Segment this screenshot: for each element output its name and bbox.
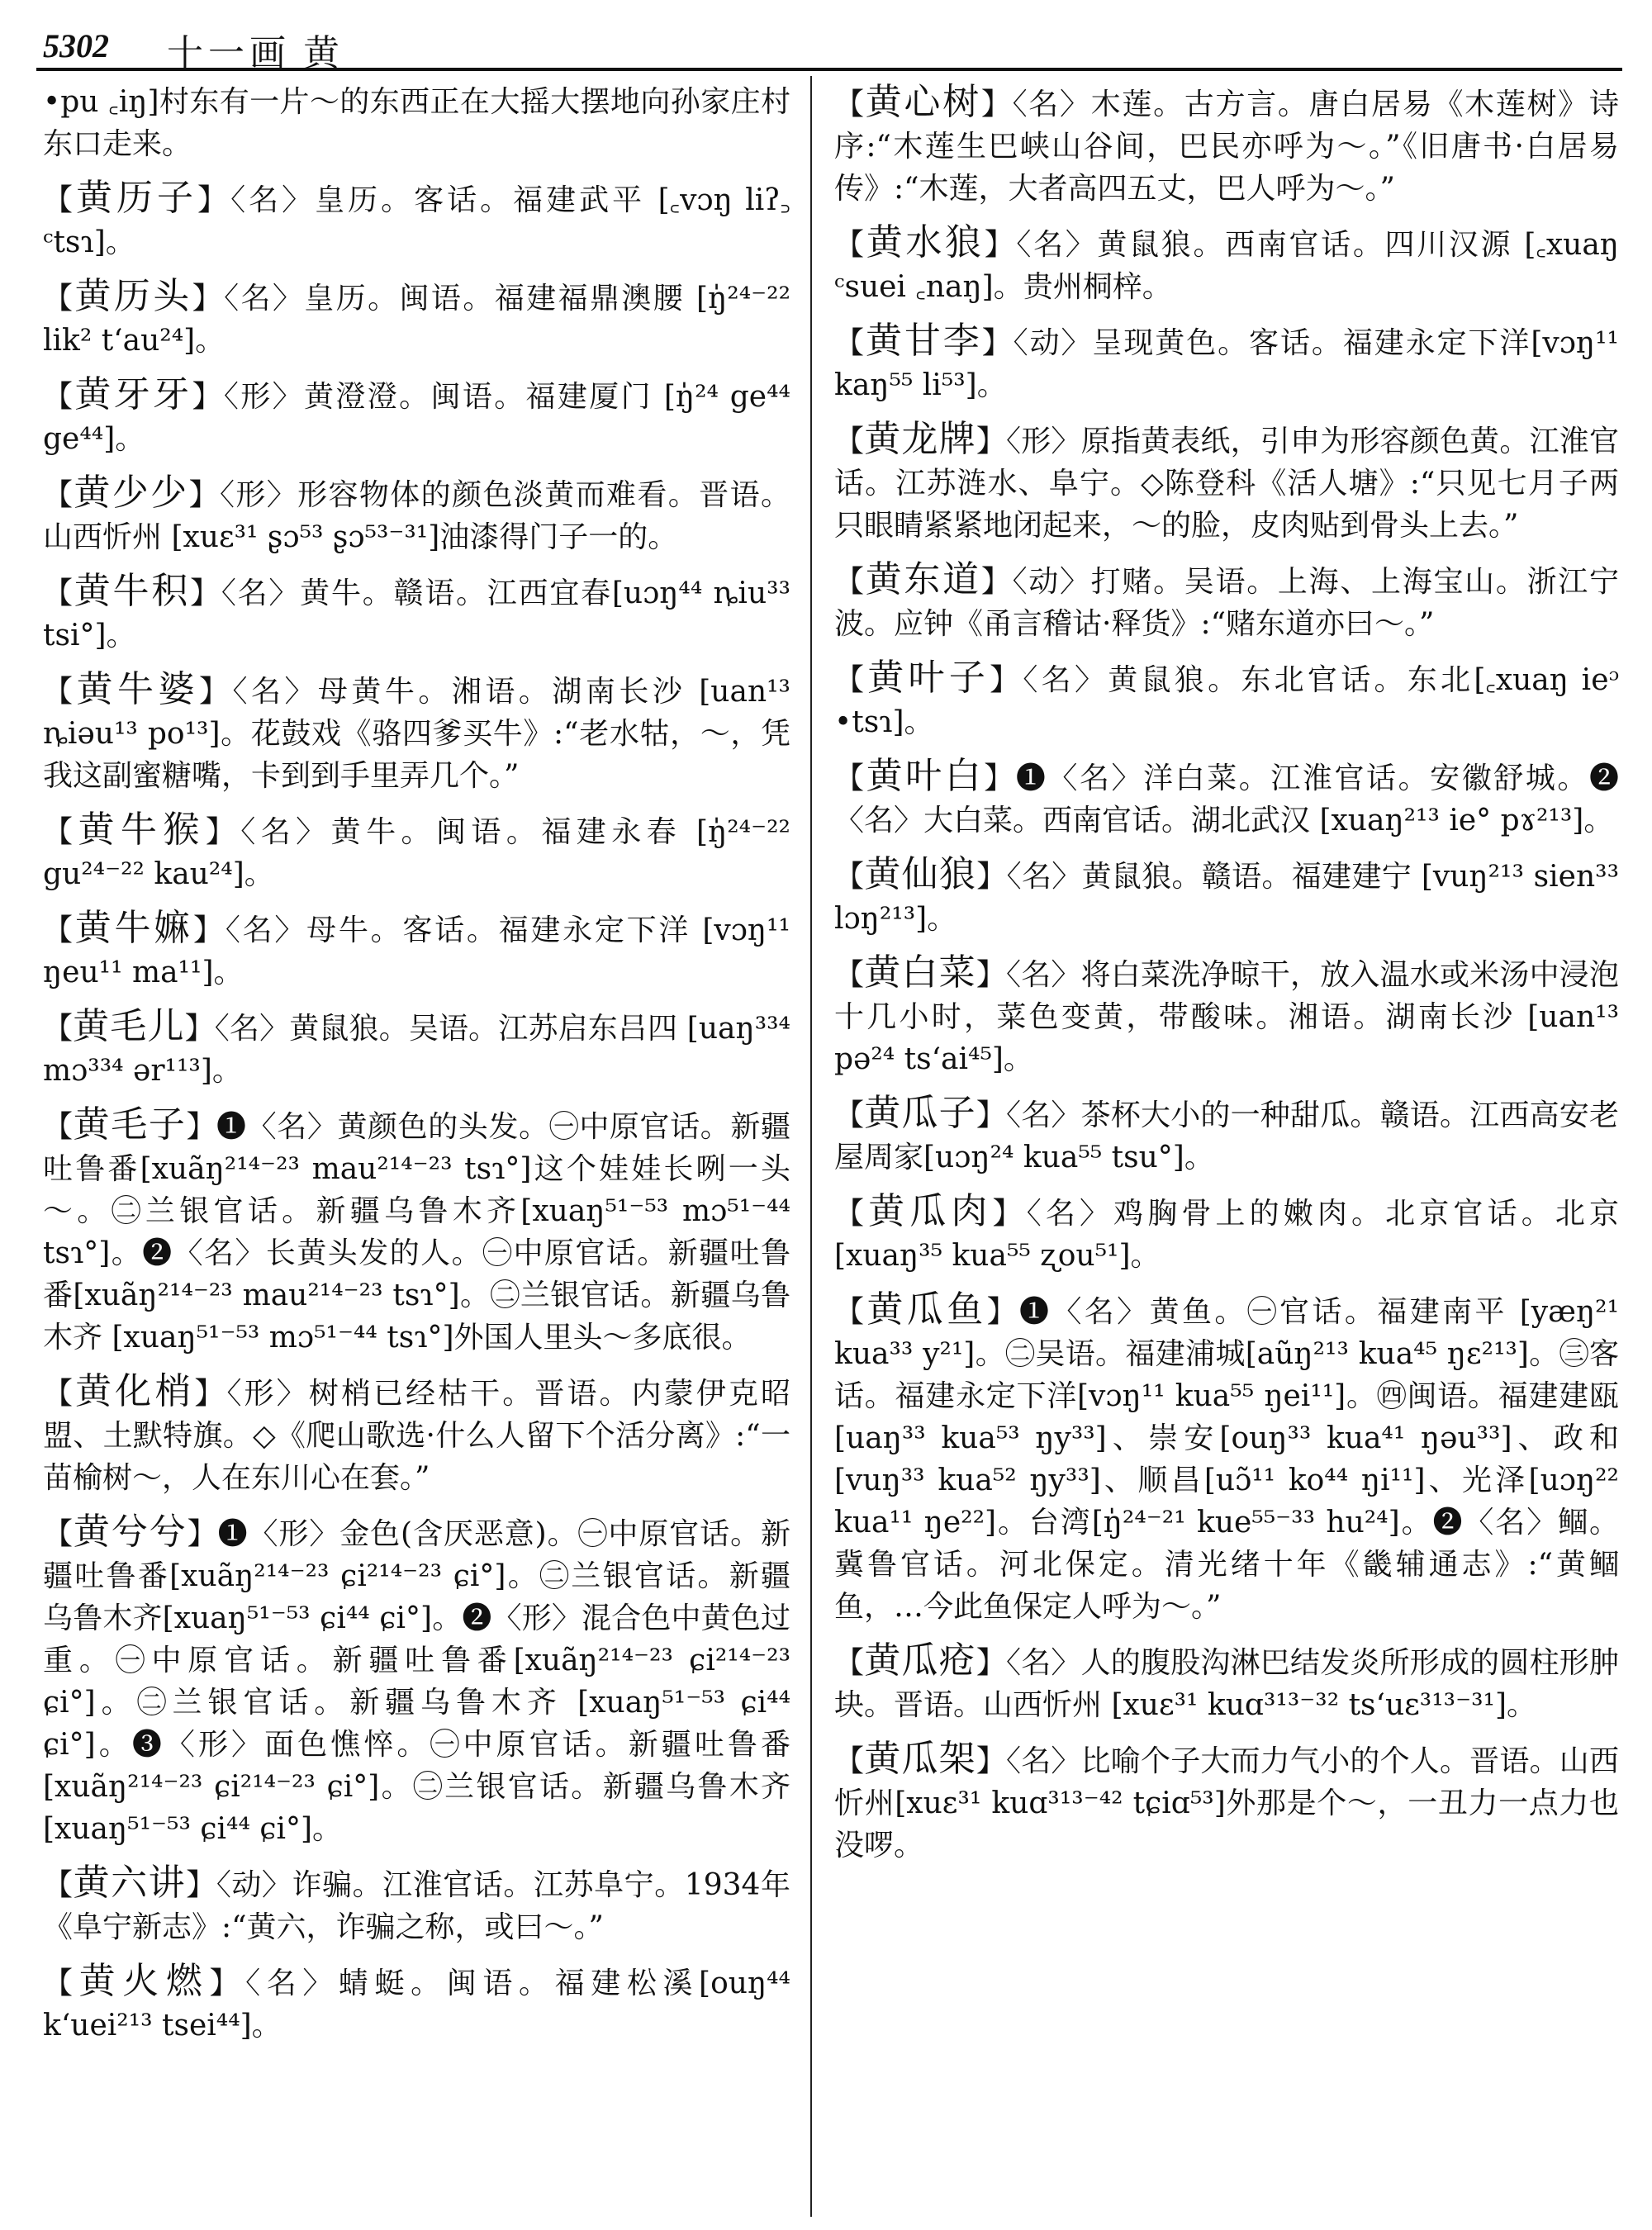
entry-headword: 黄少少 (74, 472, 189, 514)
bracket-open: 【 (834, 860, 865, 894)
bracket-close: 】 (194, 1377, 227, 1411)
dictionary-entry (43, 275, 790, 362)
bracket-open: 【 (43, 1517, 74, 1551)
entry-definition: 〈名〉将白菜洗净晾干，放入温水或米汤中浸泡十几小时，菜色变黄，带酸味。湘语。湖南长沙 [uan¹³ pə²⁴ tsʻai⁴⁵]。 (834, 958, 1619, 1076)
bracket-open: 【 (43, 183, 77, 217)
dictionary-entry (43, 1511, 790, 1850)
dictionary-entry (834, 320, 1619, 406)
dictionary-entry (43, 177, 790, 263)
dictionary-entry (43, 472, 790, 558)
bracket-close: 】 (976, 1744, 1007, 1778)
dictionary-entry (43, 570, 790, 657)
bracket-close: 】 (197, 183, 231, 217)
entry-definition: 〈名〉鸡胸骨上的嫩肉。北京官话。北京[xuaŋ³⁵ kua⁵⁵ ʐou⁵¹]。 (834, 1197, 1619, 1273)
bracket-close: 】 (992, 1197, 1027, 1231)
entry-headword: 黄心树 (865, 81, 981, 123)
entry-headword: 黄牛积 (74, 570, 191, 612)
entry-definition: 〈动〉呈现黄色。客话。福建永定下洋[vɔŋ¹¹ kaŋ⁵⁵ li⁵³]。 (834, 326, 1619, 402)
bracket-close: 】 (986, 1295, 1019, 1329)
dictionary-entry (834, 1639, 1619, 1726)
dictionary-entry (43, 907, 790, 994)
entry-definition: 〈名〉母黄牛。湘语。湖南长沙 [uan¹³ ȵiəu¹³ po¹³]。花鼓戏《骆四爹买牛》:“老水牯，～，凭我这副蜜糖嘴，卡到到手里弄几个。” (43, 675, 790, 793)
bracket-close: 】 (984, 762, 1016, 795)
bracket-open: 【 (834, 958, 865, 992)
bracket-open: 【 (834, 565, 866, 599)
entry-definition: 〈名〉黄牛。赣语。江西宜春[uɔŋ⁴⁴ ȵiu³³ tsi°]。 (43, 576, 790, 652)
dictionary-entry (834, 418, 1619, 547)
bracket-open: 【 (43, 1012, 74, 1046)
entry-headword: 黄东道 (865, 558, 981, 600)
bracket-close: 】 (193, 913, 225, 947)
entry-definition: 〈形〉黄澄澄。闽语。福建厦门 [ŋ̍²⁴ ge⁴⁴ ge⁴⁴]。 (43, 380, 790, 456)
entry-definition: 〈动〉诈骗。江淮官话。江苏阜宁。1934年《阜宁新志》:“黄六，诈骗之称，或曰～。” (43, 1868, 790, 1944)
entry-headword: 黄牛婆 (76, 668, 199, 710)
bracket-close: 】 (976, 860, 1007, 894)
bracket-open: 【 (834, 1197, 869, 1231)
dictionary-entry (43, 1103, 790, 1359)
dictionary-entry (43, 1005, 790, 1092)
bracket-close: 】 (198, 675, 233, 709)
dictionary-entry (43, 1370, 790, 1499)
entry-definition: ❶〈名〉黄颜色的头发。㊀中原官话。新疆吐鲁番[xuãŋ²¹⁴⁻²³ mau²¹⁴⁻²³ tsɿ°]这个娃娃长咧一头～。㊁兰银官话。新疆乌鲁木齐[xuaŋ⁵¹⁻⁵³ mɔ⁵¹⁻⁴⁴ tsɿ°]。❷〈名〉长黄头发的人。㊀中原官话。新疆吐鲁番[xuãŋ²¹⁴⁻²³ mau²¹⁴⁻²³ tsɿ°]。㊁兰银官话。新疆乌鲁木齐 [xuaŋ⁵¹⁻⁵³ mɔ⁵¹⁻⁴⁴ tsɿ°]外国人里头～多底很。 (43, 1110, 790, 1355)
entry-headword: 黄瓜疮 (864, 1639, 976, 1682)
entry-headword: 黄牙牙 (74, 373, 192, 415)
right-column (834, 81, 1619, 1878)
dictionary-entry (834, 81, 1619, 210)
bracket-open: 【 (834, 1646, 865, 1680)
bracket-open: 【 (834, 88, 866, 121)
dictionary-entry (834, 657, 1619, 743)
bracket-close: 】 (976, 958, 1007, 992)
entry-definition: 〈名〉皇历。客话。福建武平 [꜀vɔŋ liʔ꜆ ᶜtsɿ]。 (43, 183, 791, 259)
dictionary-entry (43, 1960, 790, 2047)
bracket-open: 【 (834, 425, 865, 458)
dictionary-entry (834, 558, 1619, 645)
entry-definition: 〈名〉比喻个子大而力气小的个人。晋语。山西忻州[xuɛ³¹ kuɑ³¹³⁻⁴² tɕiɑ⁵³]外那是个～，一丑力一点力也没啰。 (834, 1744, 1619, 1862)
bracket-open: 【 (834, 663, 868, 697)
entry-headword: 黄牛猴 (78, 809, 206, 851)
entry-definition: ❶〈形〉金色(含厌恶意)。㊀中原官话。新疆吐鲁番[xuãŋ²¹⁴⁻²³ ɕi²¹⁴⁻²³ ɕi°]。㊁兰银官话。新疆乌鲁木齐[xuaŋ⁵¹⁻⁵³ ɕi⁴⁴ ɕi°]。❷〈形〉混合色中黄色过重。㊀中原官话。新疆吐鲁番[xuãŋ²¹⁴⁻²³ ɕi²¹⁴⁻²³ ɕi°]。㊁兰银官话。新疆乌鲁木齐 [xuaŋ⁵¹⁻⁵³ ɕi⁴⁴ ɕi°]。❸〈形〉面色憔悴。㊀中原官话。新疆吐鲁番[xuãŋ²¹⁴⁻²³ ɕi²¹⁴⁻²³ ɕi°]。㊁兰银官话。新疆乌鲁木齐[xuaŋ⁵¹⁻⁵³ ɕi⁴⁴ ɕi°]。 (43, 1517, 790, 1846)
bracket-close: 】 (190, 576, 221, 610)
bracket-close: 】 (981, 326, 1014, 360)
entry-headword: 黄水狼 (866, 221, 985, 263)
bracket-close: 】 (980, 565, 1013, 599)
dictionary-entry (834, 951, 1619, 1080)
entry-definition: 〈名〉木莲。古方言。唐白居易《木莲树》诗序:“木莲生巴峡山谷间，巴民亦呼为～。”《旧唐书·白居易传》:“木莲，大者高四五丈，巴人呼为～。” (834, 88, 1619, 206)
bracket-open: 【 (43, 478, 74, 512)
bracket-close: 】 (976, 1646, 1007, 1680)
entry-headword: 黄白菜 (864, 951, 976, 994)
entry-definition: 〈名〉黄鼠狼。赣语。福建建宁 [vuŋ²¹³ sien³³ lɔŋ²¹³]。 (834, 860, 1619, 936)
head-character: 黄 (303, 32, 339, 74)
bracket-open: 【 (43, 380, 75, 414)
column-divider (810, 76, 812, 2217)
entry-headword: 黄瓜架 (864, 1738, 976, 1780)
entry-headword: 黄兮兮 (73, 1511, 188, 1553)
bracket-open: 【 (43, 815, 78, 849)
bracket-open: 【 (43, 1110, 74, 1144)
entry-definition: 〈名〉黄鼠狼。东北官话。东北[꜀xuaŋ ieᵓ •tsɿ]。 (834, 663, 1619, 739)
bracket-close: 】 (186, 1868, 216, 1902)
entry-headword: 黄瓜子 (864, 1092, 976, 1134)
entry-definition: 〈名〉茶杯大小的一种甜瓜。赣语。江西高安老屋周家[uɔŋ²⁴ kua⁵⁵ tsu°]。 (834, 1098, 1619, 1174)
bracket-close: 】 (205, 815, 241, 849)
bracket-close: 】 (976, 1098, 1007, 1132)
entry-definition: 〈名〉人的腹股沟淋巴结发炎所形成的圆柱形肿块。晋语。山西忻州 [xuɛ³¹ kuɑ³¹³⁻³² tsʻuɛ³¹³⁻³¹]。 (834, 1646, 1619, 1722)
entry-headword: 黄毛子 (73, 1103, 187, 1146)
bracket-open: 【 (43, 675, 77, 709)
entry-headword: 黄毛儿 (73, 1005, 185, 1047)
dictionary-entry (834, 1738, 1619, 1867)
entry-headword: 黄火燃 (78, 1960, 210, 2002)
entry-headword: 黄牛嫲 (74, 907, 194, 949)
bracket-close: 】 (980, 88, 1013, 121)
bracket-open: 【 (43, 1377, 76, 1411)
dictionary-entry (43, 668, 790, 797)
bracket-open: 【 (834, 1098, 865, 1132)
entry-headword: 黄仙狼 (864, 853, 977, 895)
entry-definition: 〈名〉黄鼠狼。西南官话。四川汉源 [꜀xuaŋ ᶜsuei ꜀naŋ]。贵州桐梓。 (834, 228, 1619, 304)
bracket-close: 】 (209, 1967, 246, 2000)
dictionary-entry (834, 1190, 1619, 1277)
bracket-open: 【 (43, 1967, 79, 2000)
bracket-open: 【 (834, 228, 866, 262)
bracket-open: 【 (43, 913, 75, 947)
bracket-close: 】 (990, 663, 1023, 697)
entry-definition: ❶〈名〉洋白菜。江淮官话。安徽舒城。❷〈名〉大白菜。西南官话。湖北武汉 [xuaŋ²¹³ ie° pɤ²¹³]。 (834, 762, 1619, 837)
bracket-close: 】 (184, 1012, 215, 1046)
entry-headword: 黄化梢 (75, 1370, 195, 1412)
dictionary-entry (834, 853, 1619, 940)
bracket-open: 【 (43, 576, 74, 610)
entry-definition: 〈形〉原指黄表纸，引申为形容颜色黄。江淮官话。江苏涟水、阜宁。◇陈登科《活人塘》:“只见七月子两只眼睛紧紧地闭起来，～的脸，皮肉贴到骨头上去。” (834, 425, 1619, 543)
dictionary-entry (834, 1288, 1619, 1628)
entry-headword: 黄瓜肉 (868, 1190, 993, 1232)
entry-headword: 黄六讲 (73, 1862, 187, 1904)
entry-headword: 黄叶子 (867, 657, 990, 699)
entry-definition: 〈动〉打赌。吴语。上海、上海宝山。浙江宁波。应钟《甬言稽诂·释货》:“赌东道亦曰～。” (834, 565, 1619, 641)
bracket-open: 【 (834, 1295, 867, 1329)
continuation-text: •pu ꜀iŋ]村东有一片～的东西正在大摇大摆地向孙家庄村东口走来。 (43, 85, 790, 161)
entry-definition: ❶〈名〉黄鱼。㊀官话。福建南平 [yæŋ²¹ kua³³ y²¹]。㊁吴语。福建浦城[aũŋ²¹³ kua⁴⁵ ŋɛ²¹³]。㊂客话。福建永定下洋[vɔŋ¹¹ kua⁵⁵ ŋei¹¹]。㊃闽语。福建建瓯[uaŋ³³ kua⁵³ ŋy³³]、崇安[ouŋ³³ kua⁴¹ ŋəu³³]、政和 [vuŋ³³ kua⁵² ŋy³³]、顺昌[uɔ̃¹¹ ko⁴⁴ ŋi¹¹]、光泽[uɔŋ²² kua¹¹ ŋe²²]。台湾[ŋ̍²⁴⁻²¹ kue⁵⁵⁻³³ hu²⁴]。❷〈名〉鲴。冀鲁官话。河北保定。清光绪十年《畿辅通志》:“黄鲴鱼，…今此鱼保定人呼为～。” (834, 1295, 1619, 1624)
header-rule (36, 68, 1622, 71)
bracket-close: 】 (976, 425, 1007, 458)
bracket-open: 【 (43, 1868, 74, 1902)
bracket-close: 】 (188, 478, 220, 512)
dictionary-entry (43, 373, 790, 460)
entry-headword: 黄龙牌 (864, 418, 976, 460)
entry-headword: 黄叶白 (866, 755, 985, 797)
dictionary-entry (834, 755, 1619, 842)
bracket-open: 【 (43, 282, 75, 316)
bracket-open: 【 (834, 762, 866, 795)
entry-definition: 〈名〉黄鼠狼。吴语。江苏启东吕四 [uaŋ³³⁴ mɔ³³⁴ ər¹¹³]。 (43, 1012, 790, 1088)
entry-headword: 黄历子 (76, 177, 198, 219)
bracket-close: 】 (187, 1517, 218, 1551)
entry-definition: 〈形〉树梢已经枯干。晋语。内蒙伊克昭盟、土默特旗。◇《爬山歌选·什么人留下个活分离》:“一苗榆树～，人在东川心在套。” (43, 1377, 790, 1495)
section-label: 十一画 (167, 32, 291, 74)
dictionary-entry (43, 1862, 790, 1948)
dictionary-entry (834, 221, 1619, 308)
bracket-close: 】 (192, 380, 224, 414)
bracket-open: 【 (834, 1744, 865, 1778)
entry-definition: 〈形〉形容物体的颜色淡黄而难看。晋语。山西忻州 [xuɛ³¹ ʂɔ⁵³ ʂɔ⁵³⁻³¹]油漆得门子一的。 (43, 478, 790, 554)
dictionary-entry (834, 1092, 1619, 1179)
entry-definition: 〈名〉蜻蜓。闽语。福建松溪[ouŋ⁴⁴ kʻuei²¹³ tsei⁴⁴]。 (43, 1967, 790, 2043)
entry-headword: 黄瓜鱼 (866, 1288, 987, 1331)
entry-definition: 〈名〉母牛。客话。福建永定下洋 [vɔŋ¹¹ ŋeu¹¹ ma¹¹]。 (43, 913, 790, 989)
page-number: 5302 (43, 27, 109, 64)
bracket-close: 】 (192, 282, 225, 316)
dictionary-entry (43, 809, 790, 895)
bracket-open: 【 (834, 326, 866, 360)
entry-definition: 〈名〉黄牛。闽语。福建永春 [ŋ̍²⁴⁻²² gu²⁴⁻²² kau²⁴]。 (43, 815, 790, 891)
bracket-close: 】 (984, 228, 1017, 262)
bracket-close: 】 (186, 1110, 217, 1144)
entry-headword: 黄甘李 (865, 320, 982, 362)
entry-definition: 〈名〉皇历。闽语。福建福鼎澳腰 [ŋ̍²⁴⁻²² lik² tʻau²⁴]。 (43, 282, 791, 358)
left-column (43, 81, 790, 2058)
entry-headword: 黄历头 (74, 275, 192, 317)
